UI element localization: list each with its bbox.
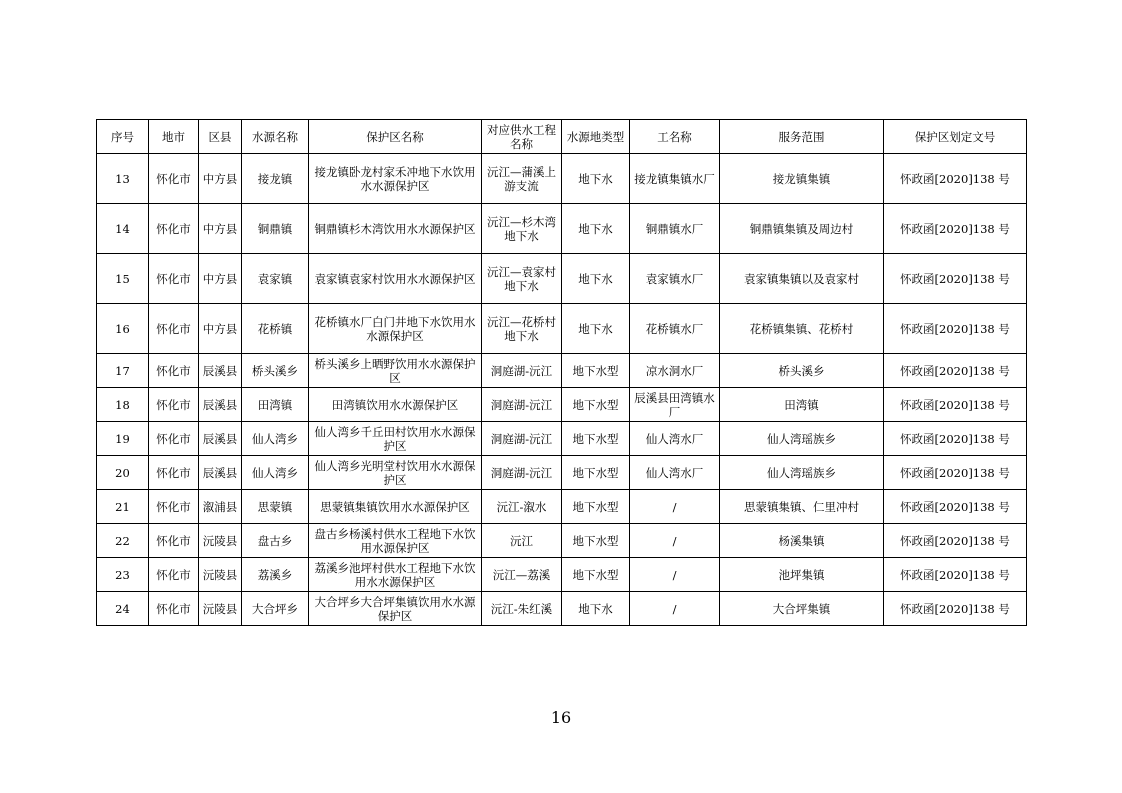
- table-cell: 田湾镇: [242, 388, 309, 422]
- table-row: [97, 490, 1027, 524]
- table-cell: 沅江—荔溪: [482, 558, 562, 592]
- table-cell: 辰溪县: [199, 354, 242, 388]
- table-cell: 大合坪集镇: [720, 592, 884, 626]
- table-cell: 田湾镇饮用水水源保护区: [309, 388, 482, 422]
- table-header-row: [97, 120, 1027, 154]
- table-cell: /: [630, 558, 720, 592]
- table-cell: 17: [97, 354, 149, 388]
- table-cell: 中方县: [199, 304, 242, 354]
- table-cell: 沅江-溆水: [482, 490, 562, 524]
- table-cell: 思蒙镇: [242, 490, 309, 524]
- table-cell: 16: [97, 304, 149, 354]
- table-cell: 盘古乡杨溪村供水工程地下水饮用水源保护区: [309, 524, 482, 558]
- table-cell: 地下水: [562, 154, 630, 204]
- table-cell: 洞庭湖-沅江: [482, 354, 562, 388]
- table-cell: 20: [97, 456, 149, 490]
- table-row: [97, 254, 1027, 304]
- table-cell: 中方县: [199, 154, 242, 204]
- table-cell: 地下水型: [562, 490, 630, 524]
- table-cell: 洞庭湖-沅江: [482, 388, 562, 422]
- column-header: 区县: [199, 120, 242, 154]
- table-cell: 沅江—蒲溪上游支流: [482, 154, 562, 204]
- table-cell: 铜鼎镇水厂: [630, 204, 720, 254]
- table-cell: 怀化市: [149, 422, 199, 456]
- table-cell: 怀化市: [149, 558, 199, 592]
- column-header: 地市: [149, 120, 199, 154]
- table-cell: 怀化市: [149, 524, 199, 558]
- table-cell: 14: [97, 204, 149, 254]
- table-cell: 盘古乡: [242, 524, 309, 558]
- table-cell: 怀化市: [149, 490, 199, 524]
- table-cell: 接龙镇: [242, 154, 309, 204]
- table-cell: 荔溪乡: [242, 558, 309, 592]
- table-cell: 怀政函[2020]138 号: [884, 592, 1027, 626]
- table-cell: 辰溪县: [199, 388, 242, 422]
- table-cell: 花桥镇水厂白门井地下水饮用水水源保护区: [309, 304, 482, 354]
- table-cell: 怀政函[2020]138 号: [884, 388, 1027, 422]
- table-cell: 怀化市: [149, 154, 199, 204]
- table-cell: 辰溪县: [199, 422, 242, 456]
- table-cell: 地下水: [562, 204, 630, 254]
- table-cell: 仙人湾乡千丘田村饮用水水源保护区: [309, 422, 482, 456]
- table-cell: 地下水型: [562, 422, 630, 456]
- column-header: 水源名称: [242, 120, 309, 154]
- column-header: 工名称: [630, 120, 720, 154]
- table-cell: 地下水: [562, 592, 630, 626]
- table-cell: 仙人湾瑶族乡: [720, 422, 884, 456]
- table-cell: 沅江—袁家村地下水: [482, 254, 562, 304]
- table-row: [97, 524, 1027, 558]
- table-cell: 怀政函[2020]138 号: [884, 558, 1027, 592]
- table-cell: 桥头溪乡: [720, 354, 884, 388]
- table-cell: 铜鼎镇杉木湾饮用水水源保护区: [309, 204, 482, 254]
- table-cell: 怀化市: [149, 204, 199, 254]
- table-cell: 接龙镇集镇: [720, 154, 884, 204]
- table-row: [97, 354, 1027, 388]
- table-cell: 地下水型: [562, 354, 630, 388]
- table-cell: 凉水洞水厂: [630, 354, 720, 388]
- table-cell: 沅陵县: [199, 558, 242, 592]
- table-cell: 怀政函[2020]138 号: [884, 204, 1027, 254]
- water-source-table: [96, 119, 1027, 626]
- table-cell: 地下水型: [562, 456, 630, 490]
- table-cell: 地下水型: [562, 524, 630, 558]
- table-cell: 袁家镇: [242, 254, 309, 304]
- table-cell: 仙人湾水厂: [630, 422, 720, 456]
- table-cell: /: [630, 524, 720, 558]
- table-cell: 19: [97, 422, 149, 456]
- table-cell: 沅陵县: [199, 592, 242, 626]
- table-cell: 铜鼎镇集镇及周边村: [720, 204, 884, 254]
- table-cell: 怀化市: [149, 304, 199, 354]
- table-cell: 袁家镇袁家村饮用水水源保护区: [309, 254, 482, 304]
- table-row: [97, 204, 1027, 254]
- table-cell: 中方县: [199, 204, 242, 254]
- table-cell: 沅陵县: [199, 524, 242, 558]
- table-cell: 铜鼎镇: [242, 204, 309, 254]
- table-cell: 地下水型: [562, 388, 630, 422]
- table-row: [97, 304, 1027, 354]
- column-header: 序号: [97, 120, 149, 154]
- table-cell: 怀政函[2020]138 号: [884, 154, 1027, 204]
- table-cell: 袁家镇集镇以及袁家村: [720, 254, 884, 304]
- table-cell: 怀政函[2020]138 号: [884, 304, 1027, 354]
- table-cell: 田湾镇: [720, 388, 884, 422]
- page-number: 16: [550, 708, 572, 727]
- table-cell: 大合坪乡: [242, 592, 309, 626]
- table-cell: 花桥镇水厂: [630, 304, 720, 354]
- table-cell: 仙人湾水厂: [630, 456, 720, 490]
- table-cell: 洞庭湖-沅江: [482, 456, 562, 490]
- table-cell: 大合坪乡大合坪集镇饮用水水源保护区: [309, 592, 482, 626]
- table-cell: 桥头溪乡: [242, 354, 309, 388]
- table-cell: 洞庭湖-沅江: [482, 422, 562, 456]
- table-cell: 怀政函[2020]138 号: [884, 524, 1027, 558]
- table-cell: /: [630, 592, 720, 626]
- table-cell: 溆浦县: [199, 490, 242, 524]
- column-header: 保护区名称: [309, 120, 482, 154]
- table-cell: 怀化市: [149, 592, 199, 626]
- table-row: [97, 388, 1027, 422]
- table-cell: 辰溪县田湾镇水厂: [630, 388, 720, 422]
- table-cell: 怀化市: [149, 456, 199, 490]
- table-row: [97, 456, 1027, 490]
- table-cell: 仙人湾瑶族乡: [720, 456, 884, 490]
- table-cell: 怀化市: [149, 254, 199, 304]
- table-cell: /: [630, 490, 720, 524]
- table-cell: 22: [97, 524, 149, 558]
- table-row: [97, 558, 1027, 592]
- table-cell: 24: [97, 592, 149, 626]
- table-cell: 15: [97, 254, 149, 304]
- table-cell: 中方县: [199, 254, 242, 304]
- column-header: 保护区划定文号: [884, 120, 1027, 154]
- table-cell: 13: [97, 154, 149, 204]
- table-cell: 地下水: [562, 304, 630, 354]
- table-cell: 思蒙镇集镇饮用水水源保护区: [309, 490, 482, 524]
- table-cell: 袁家镇水厂: [630, 254, 720, 304]
- table-cell: 荔溪乡池坪村供水工程地下水饮用水水源保护区: [309, 558, 482, 592]
- table-cell: 仙人湾乡: [242, 422, 309, 456]
- column-header: 对应供水工程名称: [482, 120, 562, 154]
- table-cell: 沅江-朱红溪: [482, 592, 562, 626]
- table-row: [97, 592, 1027, 626]
- table-cell: 地下水: [562, 254, 630, 304]
- table-body: [97, 154, 1027, 626]
- table-cell: 怀政函[2020]138 号: [884, 456, 1027, 490]
- column-header: 服务范围: [720, 120, 884, 154]
- table-cell: 花桥镇集镇、花桥村: [720, 304, 884, 354]
- table-cell: 地下水型: [562, 558, 630, 592]
- table-cell: 怀政函[2020]138 号: [884, 422, 1027, 456]
- table-cell: 接龙镇集镇水厂: [630, 154, 720, 204]
- table-cell: 怀政函[2020]138 号: [884, 354, 1027, 388]
- table-cell: 花桥镇: [242, 304, 309, 354]
- table-cell: 池坪集镇: [720, 558, 884, 592]
- table-cell: 杨溪集镇: [720, 524, 884, 558]
- table-cell: 接龙镇卧龙村家禾冲地下水饮用水水源保护区: [309, 154, 482, 204]
- table-cell: 23: [97, 558, 149, 592]
- table-cell: 辰溪县: [199, 456, 242, 490]
- table-cell: 沅江—杉木湾地下水: [482, 204, 562, 254]
- table-row: [97, 422, 1027, 456]
- table-cell: 18: [97, 388, 149, 422]
- table-cell: 21: [97, 490, 149, 524]
- table-cell: 怀政函[2020]138 号: [884, 490, 1027, 524]
- table-cell: 仙人湾乡: [242, 456, 309, 490]
- table-cell: 怀化市: [149, 354, 199, 388]
- table-cell: 怀化市: [149, 388, 199, 422]
- table-cell: 沅江—花桥村地下水: [482, 304, 562, 354]
- table-cell: 思蒙镇集镇、仁里冲村: [720, 490, 884, 524]
- column-header: 水源地类型: [562, 120, 630, 154]
- table-cell: 桥头溪乡上晒野饮用水水源保护区: [309, 354, 482, 388]
- table-cell: 仙人湾乡光明堂村饮用水水源保护区: [309, 456, 482, 490]
- table-cell: 怀政函[2020]138 号: [884, 254, 1027, 304]
- table-cell: 沅江: [482, 524, 562, 558]
- table-row: [97, 154, 1027, 204]
